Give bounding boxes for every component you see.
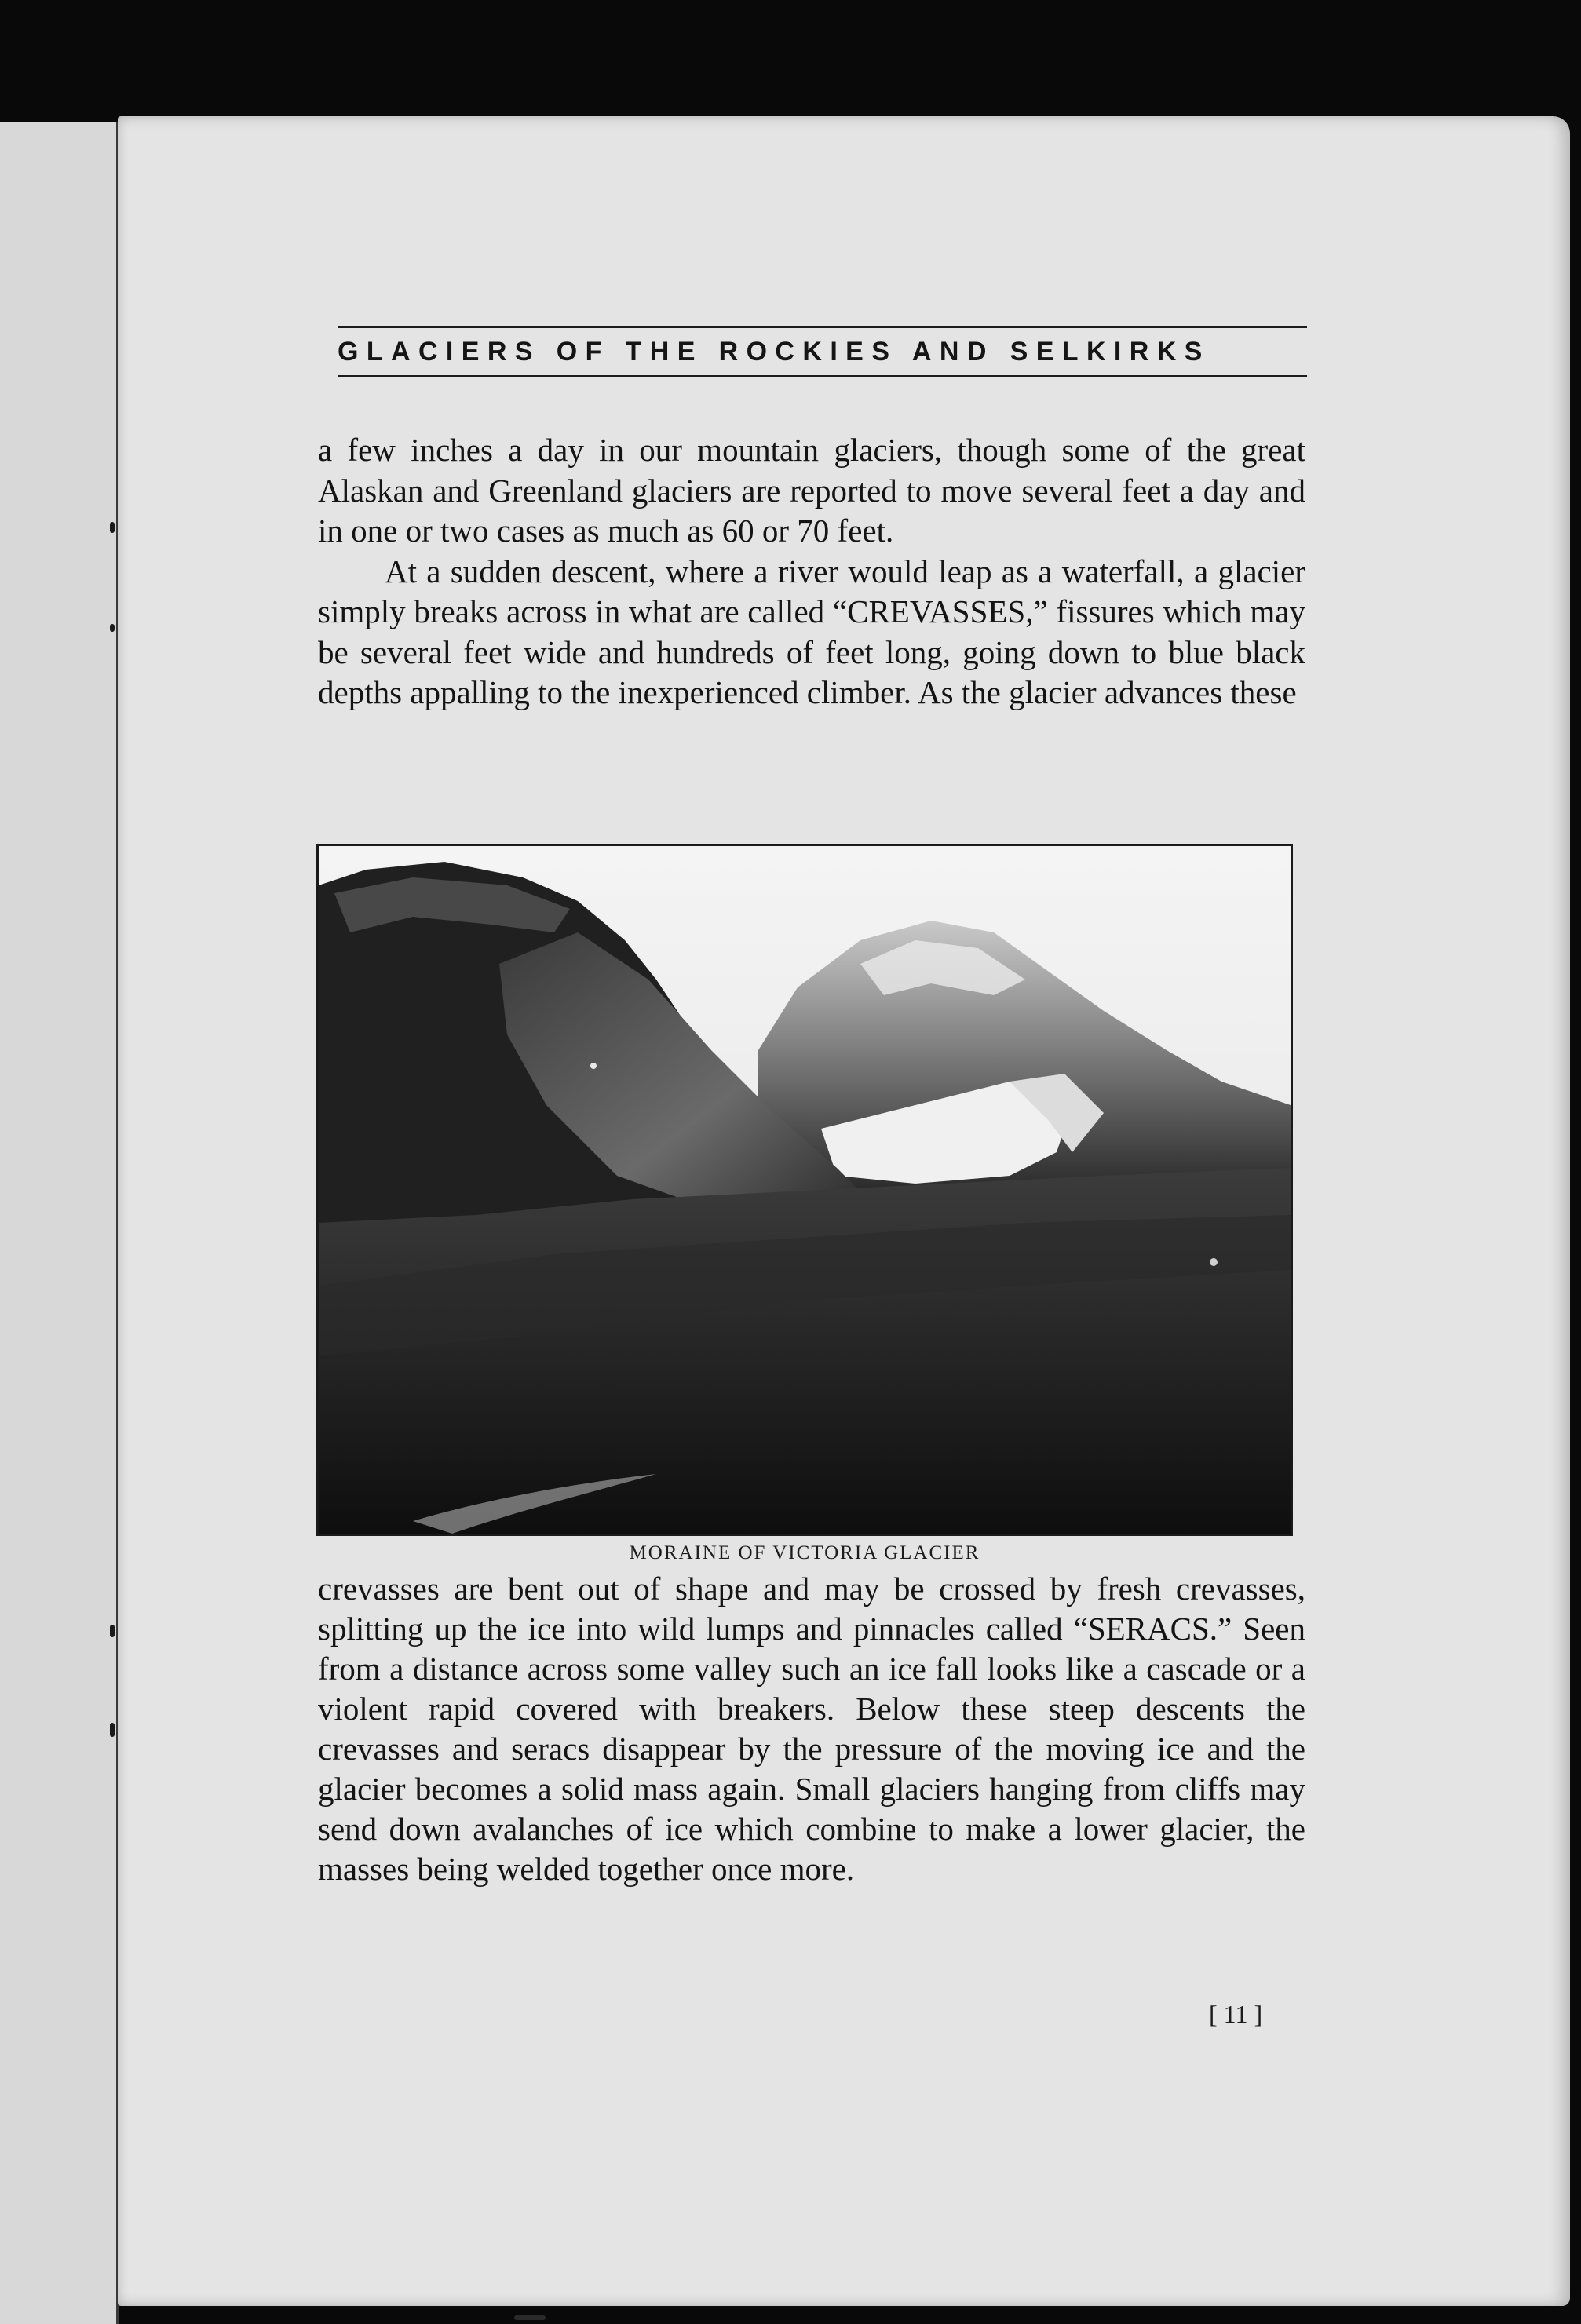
binding-mark bbox=[110, 624, 115, 632]
binding-mark bbox=[110, 1625, 115, 1637]
paragraph-2: At a sudden descent, where a river would leap as a waterfall, a glacier simply breaks across in what are called “CREVASSES,” fissures which may be several feet wide and hundreds of feet long, going down to blue black depths appalling to the inexperienced climber. As the glacier advances these bbox=[318, 553, 1305, 710]
text-block-bottom bbox=[318, 1569, 1305, 1889]
photo-caption: MORAINE OF VICTORIA GLACIER bbox=[629, 1542, 980, 1563]
page-number: [ 11 ] bbox=[1209, 2000, 1263, 2028]
bottom-rule bbox=[338, 375, 1307, 377]
paragraph-3: crevasses are bent out of shape and may be crossed by fresh crevasses, splitting up the ice into wild lumps and pinnacles called “SERACS.” Seen from a distance across some valley such an ice fall looks like a cascade or a violent rapid covered with breakers. Below these steep descents the crevasses and seracs disappear by the pressure of the moving ice and the glacier becomes a solid mass again. Small glaciers hanging from cliffs may send down avalanches of ice which combine to make a lower glacier, the masses being welded together once more. bbox=[318, 1571, 1305, 1887]
running-head-block bbox=[338, 326, 1307, 377]
mountain-photograph bbox=[316, 844, 1293, 1536]
scan-dust bbox=[514, 2315, 546, 2320]
binding-mark bbox=[110, 522, 115, 533]
running-head: GLACIERS OF THE ROCKIES AND SELKIRKS bbox=[338, 337, 1210, 367]
paragraph-1: a few inches a day in our mountain glaciers, though some of the great Alaskan and Greenland glaciers are reported to move several feet a day and in one or two cases as much as 60 or 70 feet. bbox=[318, 432, 1305, 549]
facing-page-edge bbox=[0, 122, 119, 2324]
text-block-top bbox=[318, 430, 1305, 713]
photo-image bbox=[319, 846, 1291, 1534]
binding-mark bbox=[110, 1723, 115, 1737]
